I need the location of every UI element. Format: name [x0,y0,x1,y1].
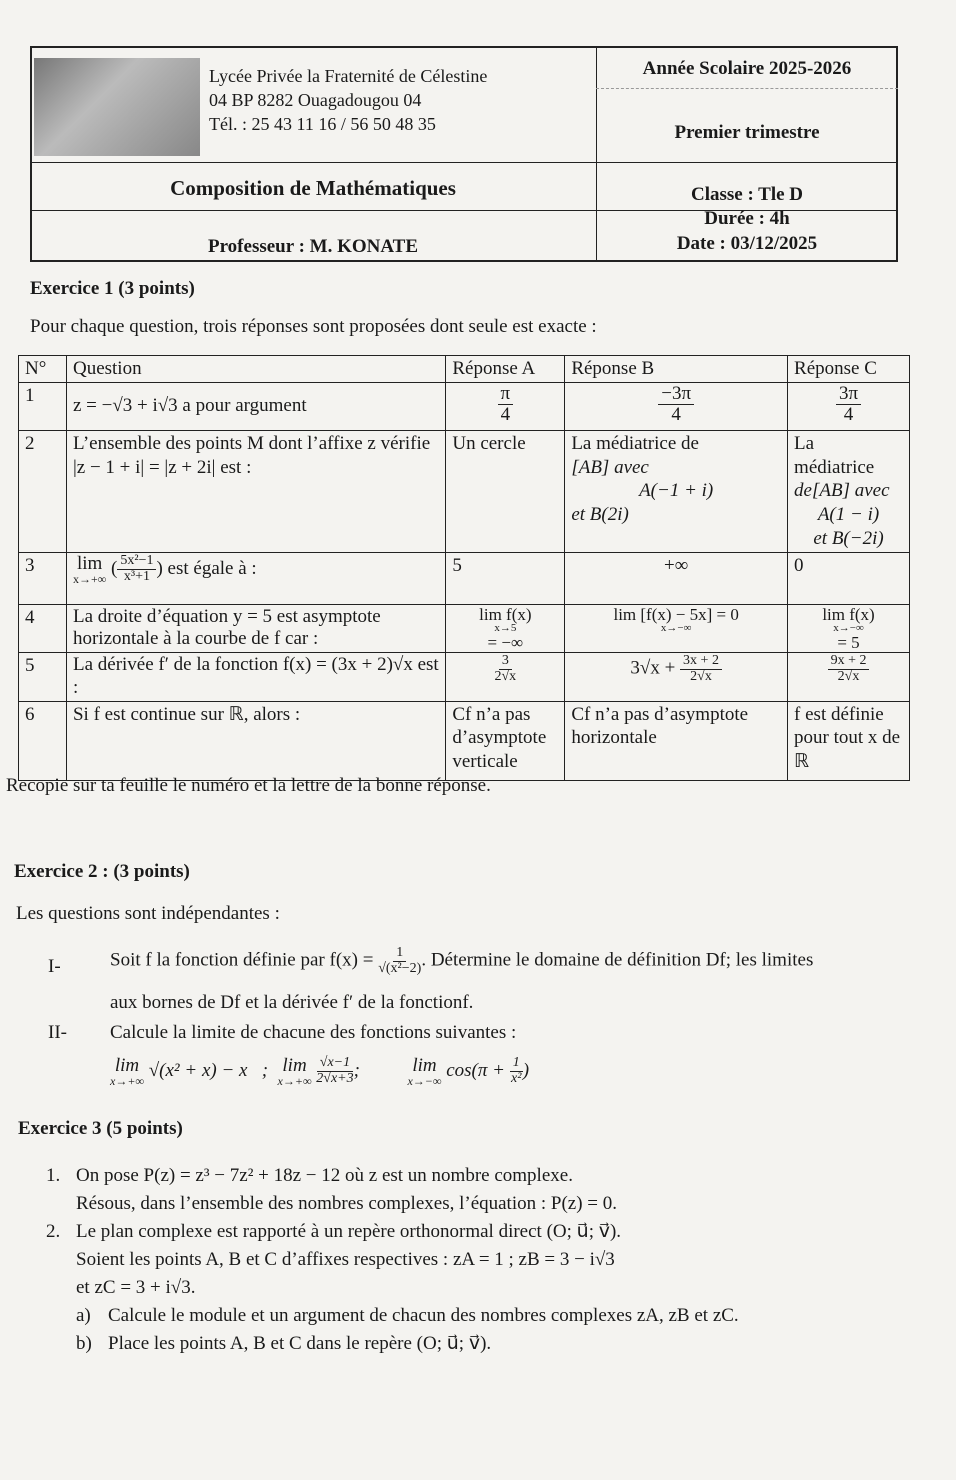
line: Soient les points A, B et C d’affixes respectives : zA = 1 ; zB = 3 − i√3 [76,1249,615,1270]
exercise-1-title: Exercice 1 (3 points) [30,278,195,299]
line: A(1 − i) [817,504,880,525]
denominator: x² [510,1071,522,1086]
limit [73,554,106,585]
exercise-3-body [46,1162,739,1358]
answer-b [565,430,788,552]
separator: ; [353,1059,360,1081]
question-text: L’ensemble des points M dont l’affixe z vérifie |z − 1 + i| = |z + 2i| est : [66,430,445,552]
lim-sub: x→−∞ [407,1074,442,1088]
question-number: 2 [19,430,67,552]
line: et zC = 3 + i√3. [76,1277,196,1298]
line: = 5 [837,632,860,652]
item-2 [46,1218,739,1358]
answer-a [446,604,565,653]
expression: cos(π + [446,1059,505,1081]
fraction [117,554,156,584]
answer-b [658,384,694,425]
part-label: II- [48,1022,67,1043]
question-text: La droite d’équation y = 5 est asymptote horizontale à la courbe de f car : [66,604,445,653]
school-year: Année Scolaire 2025-2026 [642,58,852,79]
lim-word: lim [114,1055,140,1076]
lim-sub: x→+∞ [110,1074,144,1088]
table-row [19,604,910,653]
answer-a [498,384,514,425]
fraction [510,1056,523,1086]
item-number: 1. [46,1165,61,1186]
fraction [316,1056,353,1086]
separator: ; [261,1059,269,1081]
mcq-table [18,355,910,781]
question-number: 3 [19,552,67,604]
line: et B(2i) [571,504,629,525]
term: 3√x + [630,657,676,679]
line: x→−∞ [833,621,864,634]
denominator: √(x²−2) [378,960,422,976]
table-row [19,552,910,604]
answer-b: Cf n’a pas d’asymptote horizontale [565,701,788,780]
lim-sub: x→+∞ [277,1074,312,1088]
exam-title: Composition de Mathématiques [170,176,456,200]
professor: Professeur : M. KONATE [207,236,419,257]
school-logo-dove [34,58,200,156]
part-I-text [110,946,813,976]
denominator: 2√x+3 [316,1071,354,1086]
answer-c: 0 [788,552,910,604]
text: . Détermine le domaine de définition Df; les limites [421,949,814,971]
answer-c [828,654,870,684]
header-number: N° [19,356,67,383]
line: et B(−2i) [813,527,884,549]
line: Résous, dans l’ensemble des nombres complexes, l’équation : P(z) = 0. [76,1193,618,1214]
denominator: 4 [671,403,681,425]
sub-number: a) [76,1305,91,1326]
numerator: 3x + 2 [680,654,722,670]
line: lim f(x) [479,604,532,624]
table-row [19,653,910,702]
numerator: π [498,384,514,405]
divider [30,162,898,163]
limit-3 [407,1056,441,1087]
sub-text: Place les points A, B et C dans le repère (O; u⃗; v⃗). [108,1333,492,1354]
line: médiatrice [794,456,875,478]
question-number: 1 [19,382,67,430]
question-text: z = −√3 + i√3 a pour argument [66,382,445,430]
answer-c [836,384,861,425]
line: de[AB] avec [794,480,890,502]
denominator: 4 [500,403,511,425]
exercise-2-title: Exercice 2 : (3 points) [14,861,190,882]
header-answer-a: Réponse A [446,356,565,383]
header-question: Question [66,356,445,383]
fraction [378,946,421,976]
line: x→−∞ [660,621,692,634]
line: lim [f(x) − 5x] = 0 [613,604,739,624]
numerator: 1 [393,946,406,962]
date: Date : 03/12/2025 [676,233,818,254]
table-row [19,430,910,552]
fraction [680,654,722,684]
numerator: −3π [658,384,694,405]
numerator: 9x + 2 [828,654,870,670]
lim-word: lim [76,552,103,574]
answer-b [565,604,788,653]
duration: Durée : 4h [704,208,790,229]
expression: ) [522,1059,530,1081]
answer-c [788,430,910,552]
exercise-1-intro: Pour chaque question, trois réponses sont proposées dont seule est exacte : [30,316,597,337]
school-phone: Tél. : 25 43 11 16 / 56 50 48 35 [209,114,436,134]
school-address: 04 BP 8282 Ouagadougou 04 [209,90,422,110]
denominator: 2√x [494,668,517,684]
numerator: 1 [510,1056,523,1072]
numerator: √x−1 [317,1056,353,1072]
question-text: La dérivée f′ de la fonction f(x) = (3x + 2)√x est : [66,653,445,702]
part-I-text-2: aux bornes de Df et la dérivée f′ de la fonctionf. [110,992,474,1013]
answer-a [494,654,516,684]
sub-item-a [76,1302,739,1330]
numerator: 3 [499,654,512,670]
answer-a: Un cercle [446,430,565,552]
limit-2 [278,1056,312,1087]
term: Premier trimestre [674,122,820,143]
school-info [209,64,487,136]
sub-number: b) [76,1333,92,1354]
class: Classe : Tle D [690,184,804,205]
question-number: 4 [19,604,67,653]
denominator: 2√x [690,668,712,684]
limits-line [110,1056,529,1087]
line: lim f(x) [822,604,875,624]
question-number: 6 [19,701,67,780]
table-row [19,701,910,780]
limit-1 [110,1056,144,1087]
table-header-row [19,356,910,383]
text: est égale à : [167,557,257,579]
line: = −∞ [487,632,524,652]
exercise-2-intro: Les questions sont indépendantes : [16,903,280,924]
expression: √(x² + x) − x [148,1059,248,1081]
lim-word: lim [412,1055,437,1076]
line: x→5 [494,621,517,634]
line: La [794,432,815,454]
part-label: I- [48,956,61,977]
question-number: 5 [19,653,67,702]
part-II-text: Calcule la limite de chacune des fonctions suivantes : [110,1022,517,1043]
sub-text: Calcule le module et un argument de chacun des nombres complexes zA, zB et zC. [108,1305,739,1326]
answer-b [565,653,788,702]
denominator: 2√x [837,668,860,684]
denominator: x³+1 [123,568,150,584]
item-number: 2. [46,1221,61,1242]
denominator: 4 [843,403,854,425]
text: Soit f la fonction définie par f(x) = [110,949,374,971]
item-1 [46,1162,739,1218]
line: On pose P(z) = z³ − 7z² + 18z − 12 où z est un nombre complexe. [76,1165,573,1186]
answer-b: +∞ [565,552,788,604]
line: [AB] avec [571,456,649,478]
question-text: lim x→+∞ ( $\frac{\text{5x²−1}}{\text{x³+1}}$ ) est égale à : [66,552,445,604]
exercise-3-title: Exercice 3 (5 points) [18,1118,183,1139]
exercise-1-instruction: Recopie sur ta feuille le numéro et la lettre de la bonne réponse. [6,775,491,796]
question-text: Si f est continue sur ℝ, alors : [66,701,445,780]
header-answer-b: Réponse B [565,356,788,383]
answer-c [788,604,910,653]
header-answer-c: Réponse C [788,356,910,383]
sub-item-b [76,1330,739,1358]
table-row [19,382,910,430]
lim-sub: x→+∞ [72,571,107,586]
line: A(−1 + i) [639,480,714,502]
line: La médiatrice de [571,432,699,454]
numerator: 5x²−1 [117,554,156,570]
answer-a: Cf n’a pas d’asymptote verticale [446,701,565,780]
numerator: 3π [836,384,861,405]
lim-word: lim [282,1055,307,1076]
answer-a: 5 [446,552,565,604]
school-name: Lycée Privée la Fraternité de Célestine [209,66,488,86]
line: Le plan complexe est rapporté à un repère orthonormal direct (O; u⃗; v⃗). [76,1221,622,1242]
divider [596,88,898,89]
answer-c: f est définie pour tout x de ℝ [788,701,910,780]
